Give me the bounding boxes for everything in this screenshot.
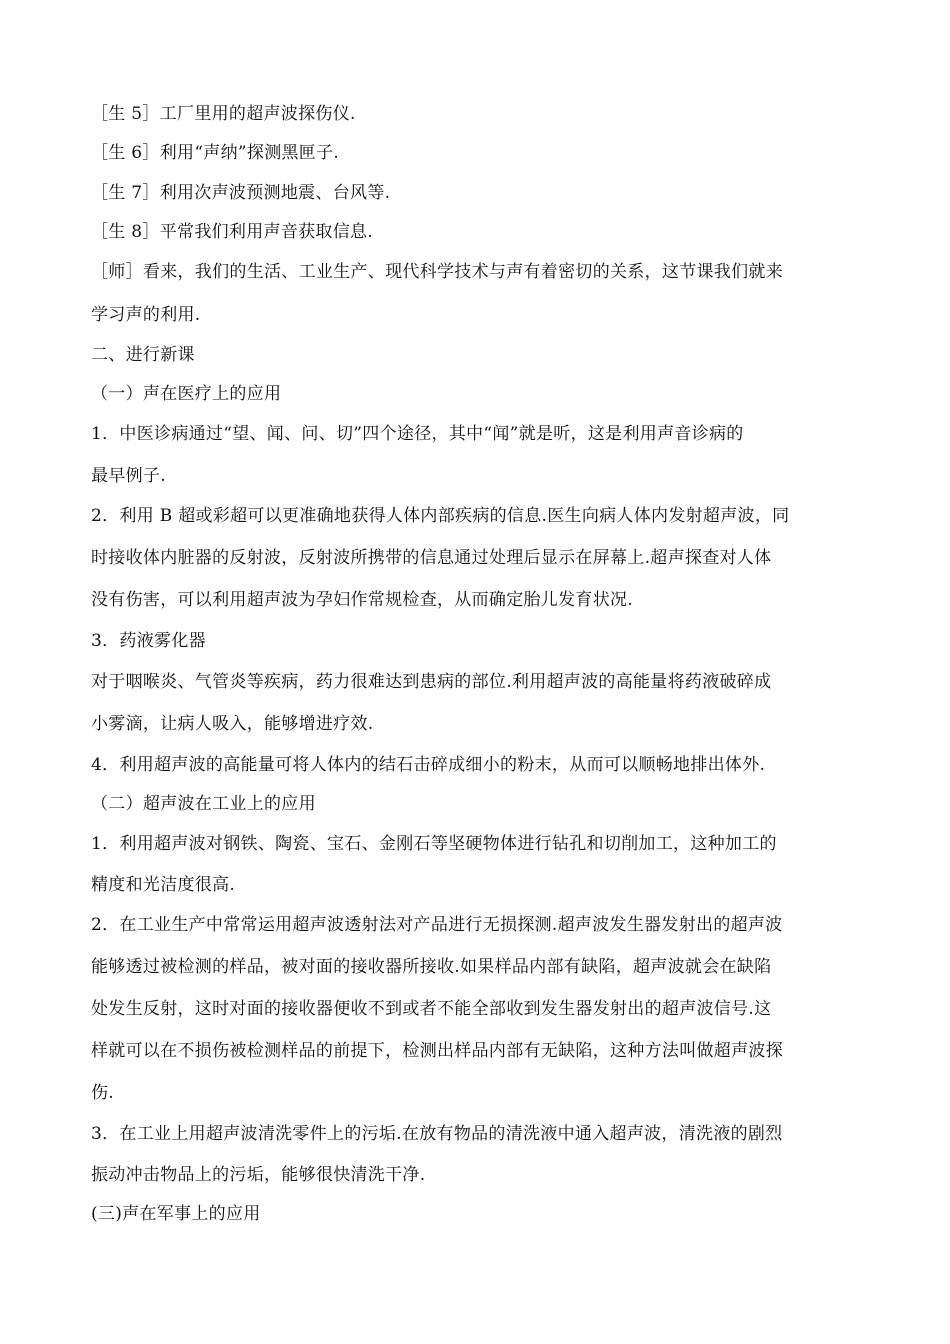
paragraph-line: 2．利用 B 超或彩超可以更准确地获得人体内部疾病的信息.医生向病人体内发射超声波，同	[91, 506, 790, 526]
paragraph-line: 能够透过被检测的样品，被对面的接收器所接收.如果样品内部有缺陷，超声波就会在缺陷	[91, 957, 772, 977]
dialogue-line-teacher: ［师］看来，我们的生活、工业生产、现代科学技术与声有着密切的关系，这节课我们就来	[91, 262, 783, 282]
paragraph-line: 小雾滴，让病人吸入，能够增进疗效.	[91, 714, 374, 734]
paragraph-line: 振动冲击物品上的污垢，能够很快清洗干净.	[91, 1165, 426, 1185]
paragraph-line: 最早例子.	[91, 466, 166, 486]
paragraph-line: 学习声的利用.	[91, 305, 201, 325]
paragraph-line: 没有伤害，可以利用超声波为孕妇作常规检查，从而确定胎儿发育状况.	[91, 590, 634, 610]
paragraph-line: 精度和光洁度很高.	[91, 875, 236, 895]
subsection-heading: (三)声在军事上的应用	[91, 1204, 261, 1224]
section-heading: 二、进行新课	[91, 345, 195, 365]
dialogue-line-student-7: ［生 7］利用次声波预测地震、台风等.	[91, 183, 391, 203]
paragraph-line: 样就可以在不损伤被检测样品的前提下，检测出样品内部有无缺陷，这种方法叫做超声波探	[91, 1041, 783, 1061]
paragraph-line: 时接收体内脏器的反射波，反射波所携带的信息通过处理后显示在屏幕上.超声探查对人体	[91, 548, 772, 568]
subsection-heading: （一）声在医疗上的应用	[91, 384, 282, 404]
dialogue-line-student-6: ［生 6］利用“声纳”探测黑匣子.	[91, 143, 340, 163]
paragraph-line: 处发生反射，这时对面的接收器便收不到或者不能全部收到发生器发射出的超声波信号.这	[91, 999, 772, 1019]
subsection-heading: （二）超声波在工业上的应用	[91, 794, 316, 814]
paragraph-line: 1．中医诊病通过“望、闻、问、切”四个途径，其中“闻”就是听，这是利用声音诊病的	[91, 424, 744, 444]
list-item-heading: 3．药液雾化器	[91, 631, 206, 651]
paragraph-line: 伤.	[91, 1083, 115, 1103]
paragraph-line: 4．利用超声波的高能量可将人体内的结石击碎成细小的粉末，从而可以顺畅地排出体外.	[91, 755, 766, 775]
dialogue-line-student-5: ［生 5］工厂里用的超声波探伤仪.	[91, 104, 356, 124]
dialogue-line-student-8: ［生 8］平常我们利用声音获取信息.	[91, 222, 374, 242]
paragraph-line: 3．在工业上用超声波清洗零件上的污垢.在放有物品的清洗液中通入超声波，清洗液的剧烈	[91, 1124, 783, 1144]
paragraph-line: 2．在工业生产中常常运用超声波透射法对产品进行无损探测.超声波发生器发射出的超声波	[91, 915, 783, 935]
paragraph-line: 对于咽喉炎、气管炎等疾病，药力很难达到患病的部位.利用超声波的高能量将药液破碎成	[91, 672, 772, 692]
paragraph-line: 1．利用超声波对钢铁、陶瓷、宝石、金刚石等坚硬物体进行钻孔和切削加工，这种加工的	[91, 834, 777, 854]
